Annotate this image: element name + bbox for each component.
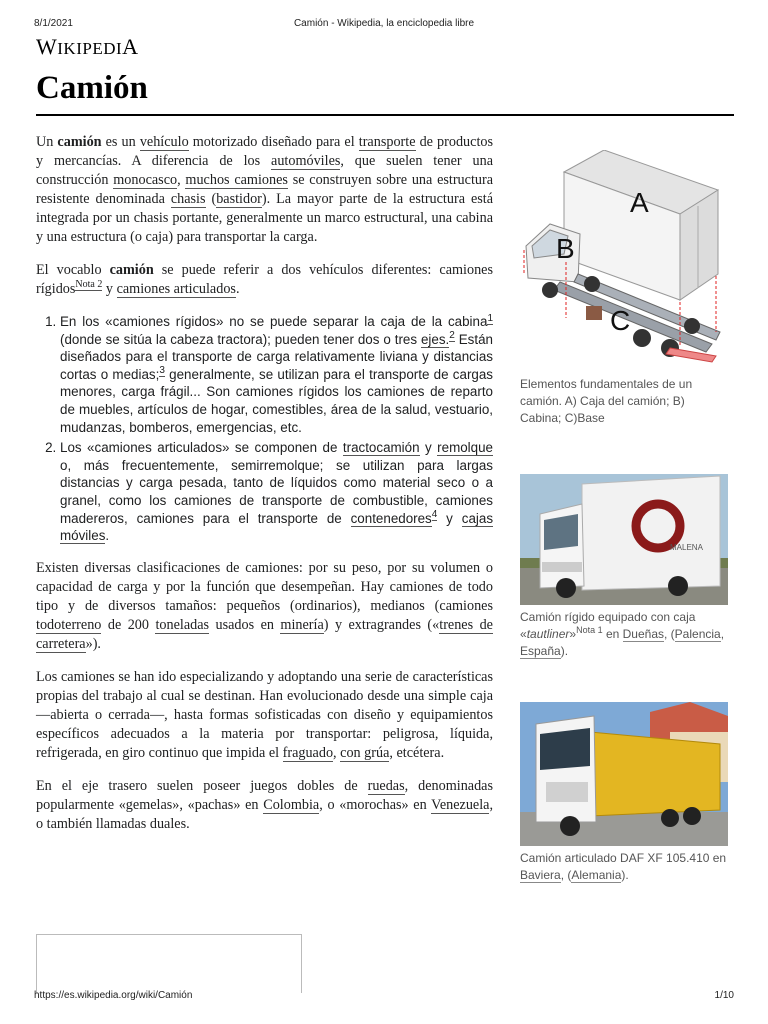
link-colombia[interactable]: Colombia xyxy=(263,796,320,813)
link-todoterreno[interactable]: todoterreno xyxy=(36,616,102,633)
text: El vocablo xyxy=(36,262,110,278)
link-remolque[interactable]: remolque xyxy=(437,440,493,456)
wikipedia-wordmark[interactable] xyxy=(36,34,139,60)
link-bastidor[interactable]: bastidor xyxy=(216,191,262,207)
print-date: 8/1/2021 xyxy=(34,18,73,29)
truck-types-list xyxy=(36,313,493,545)
link-toneladas[interactable]: toneladas xyxy=(155,616,210,633)
paragraph-clasificaciones xyxy=(36,559,493,654)
figure-rigid-truck xyxy=(520,474,728,660)
figure-caption-rigid xyxy=(520,609,728,660)
text: , xyxy=(333,744,341,761)
footnote-1[interactable]: 1 xyxy=(487,312,493,324)
windshield xyxy=(544,514,578,550)
print-page-title: Camión - Wikipedia, la enciclopedia libre xyxy=(293,18,475,29)
text: En el eje trasero suelen poseer juegos dobles de xyxy=(36,777,368,794)
link-con-grua[interactable]: con grúa xyxy=(340,744,390,761)
text: ). La mayor parte de la estructura está integrada por un chasis portante, generalmente un marco estructural, una cabina y una estructura (o caja) para transportar la carga. xyxy=(36,191,493,245)
print-page-number: 1/10 xyxy=(714,990,734,1001)
text: ). xyxy=(560,644,569,658)
text: motorizado diseñado para el xyxy=(188,134,359,150)
link-automoviles[interactable]: automóviles xyxy=(271,153,341,169)
link-monocasco[interactable]: monocasco xyxy=(113,172,178,188)
text: , que suelen tener una construcción xyxy=(36,153,493,188)
footnote-nota-2[interactable]: Nota 2 xyxy=(75,279,103,291)
article-title: Camión xyxy=(36,70,148,106)
truck-box xyxy=(582,476,720,590)
text: , xyxy=(720,627,725,641)
text: (donde se sitúa la cabeza tractora); pueden tener dos o tres xyxy=(60,331,421,347)
link-ruedas[interactable]: ruedas xyxy=(367,777,405,794)
link-baviera[interactable]: Baviera xyxy=(520,868,561,882)
wheel xyxy=(683,807,701,825)
text: , ( xyxy=(560,868,572,882)
text: , etcétera. xyxy=(389,744,445,761)
windshield xyxy=(540,728,590,770)
wheel xyxy=(633,329,651,347)
fuel-tank xyxy=(586,306,602,320)
text: , o «morochas» en xyxy=(319,796,432,813)
text: y xyxy=(419,440,438,456)
text: Existen diversas clasificaciones de camiones: por su peso, por su volumen o capacidad de carga y por la función que desempeñan. Hay camiones de todo tipo y de diversos tamaños: pequeños (ordinarios), medianos (camiones xyxy=(36,559,493,614)
article-body xyxy=(36,133,493,848)
link-palencia[interactable]: Palencia xyxy=(674,627,721,641)
text: Los «camiones articulados» se componen de xyxy=(60,440,343,456)
text: , denominadas popularmente «gemelas», «pachas» en xyxy=(36,777,493,813)
figure-diagram xyxy=(520,150,728,427)
text: es un xyxy=(101,134,140,150)
link-trenes-de-carretera[interactable]: trenes de carretera xyxy=(36,616,493,652)
text: y xyxy=(437,510,462,526)
text: , xyxy=(177,172,186,188)
footnote-3[interactable]: 3 xyxy=(159,365,165,377)
wheel xyxy=(684,318,700,334)
list-item-articulados xyxy=(60,439,493,545)
text: y xyxy=(102,281,117,297)
wordmark-first: W xyxy=(36,34,58,59)
list-item-rigidos xyxy=(60,313,493,436)
bold-term: camión xyxy=(109,262,154,278)
link-chasis[interactable]: chasis xyxy=(170,191,206,207)
text: » xyxy=(569,627,577,641)
italic-term: tautliner xyxy=(526,627,570,641)
text: de productos y mercancías. A diferencia de los xyxy=(36,134,493,169)
trailer-curtain xyxy=(590,732,720,816)
link-cajas-moviles[interactable]: cajas móviles xyxy=(60,510,494,544)
rear-bumper xyxy=(666,348,716,362)
link-transporte[interactable]: transporte xyxy=(358,134,416,150)
wheel xyxy=(584,276,600,292)
link-vehiculo[interactable]: vehículo xyxy=(139,134,189,150)
footnote-nota-1[interactable]: Nota 1 xyxy=(576,625,603,635)
link-camiones-articulados[interactable]: camiones articulados xyxy=(116,281,236,297)
rigid-truck-photo[interactable] xyxy=(520,474,728,605)
paragraph-especializacion xyxy=(36,668,493,763)
text: , o también llamadas duales. xyxy=(36,796,493,832)
text: . xyxy=(105,528,110,544)
label-a: A xyxy=(630,187,649,218)
paragraph-vocablo xyxy=(36,261,493,299)
text: Camión rígido equipado con caja « xyxy=(520,610,696,641)
grille xyxy=(542,562,582,572)
label-c: C xyxy=(610,305,631,336)
footnote-4[interactable]: 4 xyxy=(431,509,438,521)
figure-articulated-truck xyxy=(520,702,728,884)
text: Camión articulado DAF XF 105.410 en xyxy=(520,851,727,865)
text: o, más frecuentemente, semirremolque; se utilizan para largas distancias y carga pesada, tanto de líquidos como material seco o a granel, como los camiones de transporte de combustible, camiones madereros, camiones para el transporte de xyxy=(60,457,493,526)
paragraph-intro xyxy=(36,133,493,247)
text: »). xyxy=(85,635,101,652)
wordmark-rest: IKIPEDI xyxy=(57,39,123,58)
text: generalmente, se utilizan para el transporte de cargas menores, carga frágil... Son camiones rígidos los camiones de reparto de muebles, artículos de hogar, comestibles, área de la salud, vestuario, mudanzas, bomberos, emergencias, etc. xyxy=(60,366,493,435)
figure-caption-diagram: Elementos fundamentales de un camión. A) Caja del camión; B) Cabina; C)Base xyxy=(520,377,693,425)
grille xyxy=(546,782,588,802)
text: ( xyxy=(205,191,217,207)
print-url: https://es.wikipedia.org/wiki/Camión xyxy=(34,990,193,1001)
wheel xyxy=(560,816,580,836)
print-header xyxy=(34,18,734,32)
link-duenas[interactable]: Dueñas xyxy=(622,627,664,641)
label-b: B xyxy=(556,233,575,264)
text: se construyen sobre una estructura resistente denominada xyxy=(36,172,494,207)
link-espana[interactable]: España xyxy=(520,644,561,658)
text: ) y extragrandes (« xyxy=(323,616,440,633)
link-venezuela[interactable]: Venezuela xyxy=(431,796,490,813)
text: Están diseñados para el transporte de carga relativamente liviana y distancias cortas o medias; xyxy=(60,331,493,382)
figure-caption-articulated xyxy=(520,850,728,884)
footnote-2[interactable]: 2 xyxy=(449,330,455,342)
link-muchos-camiones[interactable]: muchos camiones xyxy=(185,172,288,188)
link-alemania[interactable]: Alemania xyxy=(571,868,622,882)
text: Un xyxy=(36,134,58,150)
wheel xyxy=(542,282,558,298)
text: se puede referir a dos vehículos diferentes: camiones rígidos xyxy=(36,262,493,297)
print-footer xyxy=(34,990,734,1004)
text: en xyxy=(602,627,623,641)
wheel xyxy=(668,576,688,596)
link-fraguado[interactable]: fraguado xyxy=(282,744,334,761)
text: ). xyxy=(621,868,629,882)
text: usados en xyxy=(209,616,281,633)
embedded-box xyxy=(36,934,302,993)
text: de 200 xyxy=(101,616,156,633)
text: Los camiones se han ido especializando y adoptando una serie de características propias del trabajo al cual se destinan. Han evolucionado desde una simple caja —abierta o cerrada—, hasta formas sofisticadas con diseño y equipamientos específicos adecuados a la materia por transportar: peligrosa, líquida, refrigerada, en giro continuo que impida el xyxy=(36,668,493,761)
truck-diagram-image[interactable] xyxy=(520,150,728,372)
link-mineria[interactable]: minería xyxy=(280,616,324,633)
text: , ( xyxy=(664,627,675,641)
title-divider xyxy=(36,114,734,116)
text: En los «camiones rígidos» no se puede separar la caja de la cabina xyxy=(60,314,488,329)
link-tractocamion[interactable]: tractocamión xyxy=(342,440,420,456)
paragraph-eje-trasero xyxy=(36,777,493,834)
bold-term: camión xyxy=(57,134,102,150)
link-contenedores[interactable]: contenedores xyxy=(350,510,432,526)
wheel xyxy=(556,578,576,598)
text: . xyxy=(235,281,240,297)
articulated-truck-photo[interactable] xyxy=(520,702,728,846)
wordmark-last: A xyxy=(122,34,139,59)
wheel xyxy=(661,809,679,827)
link-ejes[interactable]: ejes. xyxy=(420,331,450,347)
box-logo-text: MALENA xyxy=(670,543,703,552)
